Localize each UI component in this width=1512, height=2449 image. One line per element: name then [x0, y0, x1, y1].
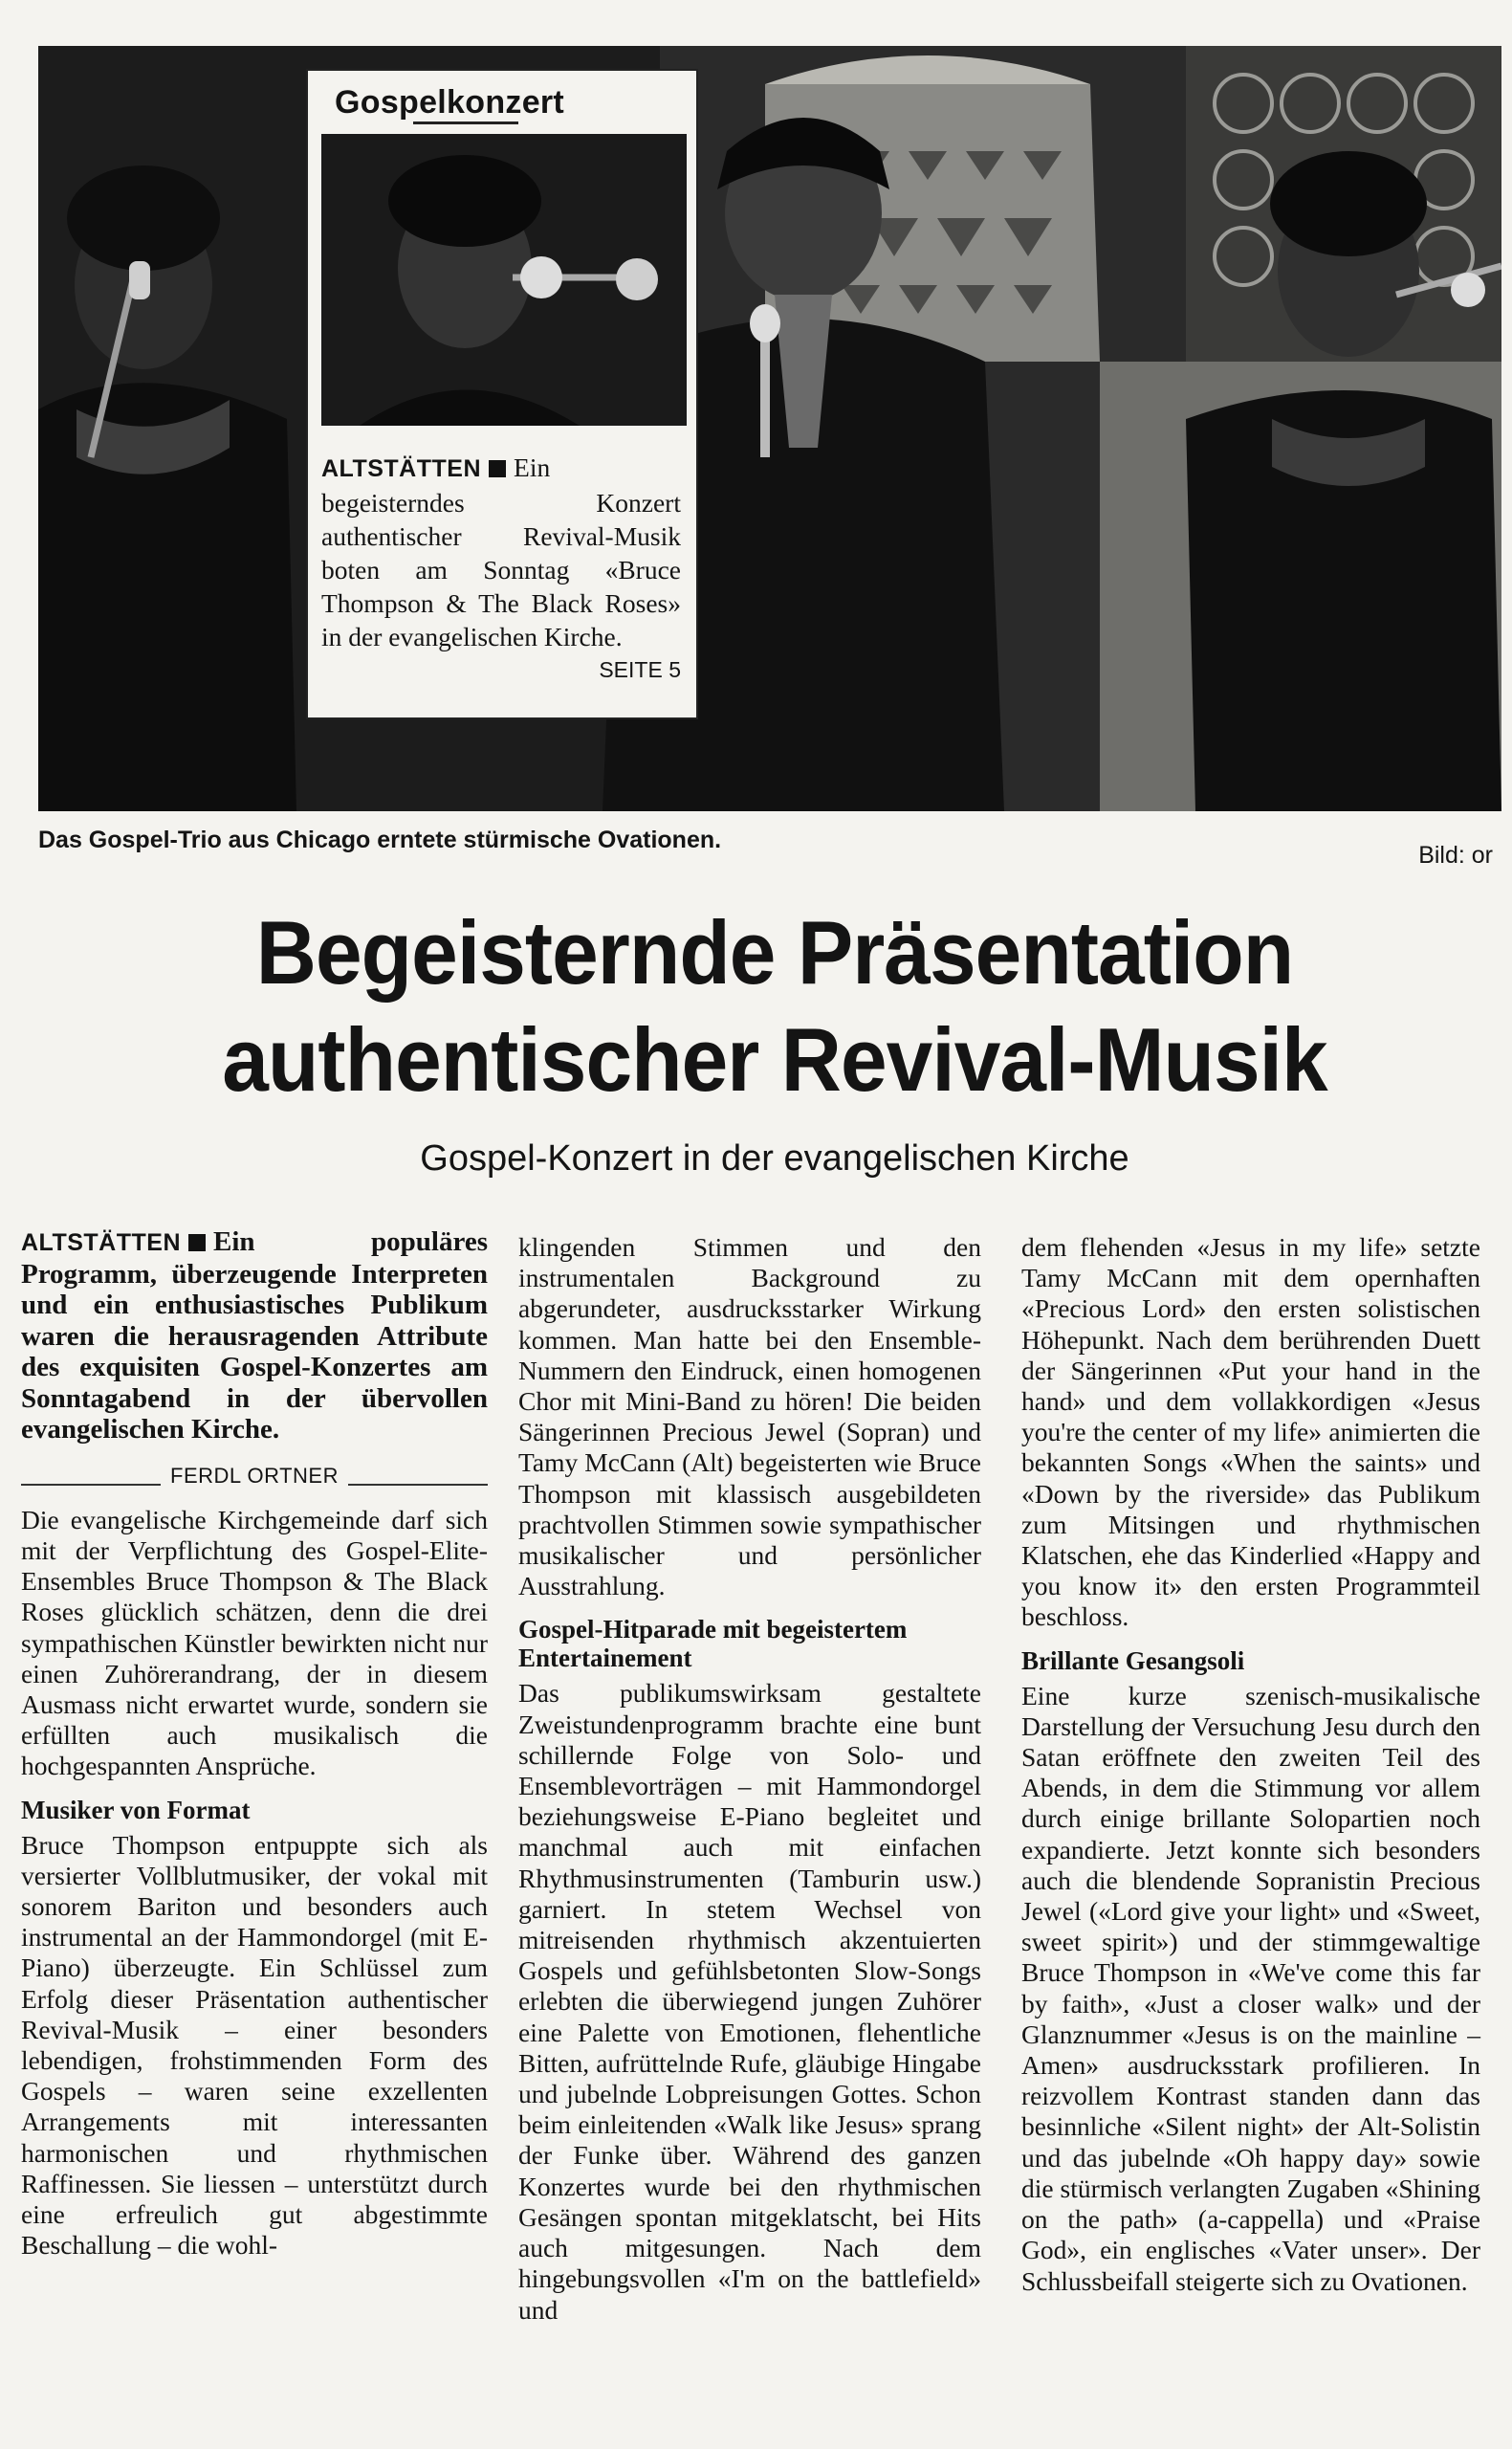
paragraph-6: Eine kurze szenisch-musikalische Darstellung der Versuchung Jesu durch den Satan eröffnete den zweiten Teil des Abends, in dem die Stimmung vor allem durch einige brillante Solopartien noch expandierte. Jetzt konnte sich besonders auch die blendende Sopranistin Precious Jewel («Lord give your light» und «Sweet, sweet spirit») und der stimmgewaltige Bruce Thompson in «We've come this far by faith», «Just a closer walk» und der Glanznummer «Jesus is on the mainline – Amen» ausdrucksstark profilieren. In reizvollem Kontrast standen dann das besinnliche «Silent night» der Alt-Solistin und das jubelnde «Oh happy day» sowie die stürmisch verlangten Zugaben «Shining on the path» (a-cappella) und «Praise God», ein englisches «Vater unser». Der Schlussbeifall steigerte sich zu Ovationen. [1021, 1680, 1480, 2296]
paragraph-2: Bruce Thompson entpuppte sich als versierter Vollblutmusiker, der vokal mit sonorem Bariton und besonders auch instrumental an der Hammondorgel (mit E-Piano) überzeugte. Ein Schlüssel zum Erfolg dieser Präsentation authentischer Revival-Musik – einer besonders lebendigen, frohstimmenden Form des Gospels – waren seine exzellenten Arrangements mit interessanten harmonischen und rhythmischen Raffinessen. Sie liessen – unterstützt durch eine erfreulich gut abgestimmte Beschallung – die wohl- [21, 1829, 488, 2261]
page-reference: SEITE 5 [599, 657, 681, 682]
kicker-underline [413, 121, 518, 124]
lead-place: ALTSTÄTTEN [21, 1229, 182, 1256]
subtitle-musiker: Musiker von Format [21, 1795, 251, 1824]
divider [21, 1484, 161, 1486]
column-3 [1021, 1232, 1480, 2297]
column-1 [21, 1226, 488, 2261]
paragraph-1: Die evangelische Kirchgemeinde darf sich mit der Verpflichtung des Gospel-Elite-Ensembles Bruce Thompson & The Black Roses glücklich schätzen, denn die drei sympathischen Künstler bewirkten nicht nur einen Zuhörerandrang, der in diesem Ausmass nicht erwartet wurde, sondern sie erfüllten auch musikalisch die hochgespannten Ansprüche. [21, 1504, 488, 1781]
concert-photo-illustration [38, 46, 1501, 811]
paragraph-5: dem flehenden «Jesus in my life» setzte Tamy McCann mit dem opernhaften «Precious Lord» den ersten solistischen Höhepunkt. Nach dem berührenden Duett der Sängerinnen «Put your hand in the hand» und dem vollakkordigen «Jesus you're the center of my life» animierten die bekannten Songs «When the saints» und «Down by the riverside» das Publikum zum Mitsingen und rhythmischen Klatschen, ehe das Kinderlied «Happy and you know it» den ersten Programmteil beschloss. [1021, 1232, 1480, 1632]
divider [348, 1484, 488, 1486]
subheadline: Gospel-Konzert in der evangelischen Kirche [420, 1138, 1129, 1179]
inset-place: ALTSTÄTTEN [321, 455, 482, 482]
headline-line-2: authentischer Revival-Musik [222, 1009, 1327, 1110]
inset-teaser-box [306, 69, 698, 719]
author-byline: FERDL ORTNER [170, 1463, 339, 1488]
square-bullet-icon [489, 460, 506, 477]
subtitle-gesangsoli: Brillante Gesangsoli [1021, 1645, 1245, 1675]
inset-body: Ein begeisterndes Konzert authentischer Revival-Musik boten am Sonntag «Bruce Thompson & The Black Roses» in der evangelischen Kirche. [321, 452, 681, 651]
inset-photo [321, 134, 687, 426]
concert-photo [38, 46, 1501, 811]
byline-row [21, 1461, 488, 1491]
photo-caption: Das Gospel-Trio aus Chicago erntete stürmische Ovationen. [38, 827, 722, 853]
inset-kicker: Gospelkonzert [335, 84, 565, 121]
square-bullet-icon [188, 1234, 206, 1251]
inset-photo-illustration [321, 134, 687, 426]
headline [90, 899, 1459, 1114]
paragraph-4: Das publikumswirksam gestaltete Zweistundenprogramm brachte eine bunt schillernde Folge von Solo- und Ensemblevorträgen – mit Hammondorgel beziehungsweise E-Piano begleitet und manchmal auch mit einfachen Rhythmusinstrumenten (Tamburin usw.) garniert. In stetem Wechsel von mitreisenden rhythmisch akzentuierten Gospels und gefühlsbetonten Slow-Songs erlebten die überwiegend jungen Zuhörer eine Palette von Emotionen, flehentliche Bitten, aufrüttelnde Rufe, gläubige Hingabe und jubelnde Lobpreisungen Gottes. Schon beim einleitenden «Walk like Jesus» sprang der Funke über. Während des ganzen Konzertes wurde bei den rhythmischen Gesängen spontan mitgeklatscht, bei Hits auch mitgesungen. Nach dem hingebungsvollen «I'm on the battlefield» und [518, 1678, 981, 2325]
lead-text: Ein populäres Programm, überzeugende Interpreten und ein enthusiastisches Publikum waren die herausragenden Attribute des exquisiten Gospel-Konzertes am Sonntagabend in der übervollen evangelischen Kirche. [21, 1226, 488, 1445]
headline-line-1: Begeisternde Präsentation [255, 902, 1294, 1003]
lead-paragraph [21, 1226, 488, 1445]
inset-teaser-text [321, 451, 687, 682]
photo-credit: Bild: or [1418, 842, 1493, 869]
subtitle-hitparade: Gospel-Hitparade mit begeistertem Entertainement [518, 1615, 908, 1673]
paragraph-3: klingenden Stimmen und den instrumentalen Background zu abgerundeter, ausdrucksstarker Wirkung kommen. Man hatte bei den Ensemble-Nummern den Eindruck, einen homogenen Chor mit Mini-Band zu hören! Die beiden Sängerinnen Precious Jewel (Sopran) und Tamy McCann (Alt) begeisterten wie Bruce Thompson mit klassisch ausgebildeten prachtvollen Stimmen sowie sympathischer musikalischer und persönlicher Ausstrahlung. [518, 1232, 981, 1601]
column-2 [518, 1232, 981, 2326]
